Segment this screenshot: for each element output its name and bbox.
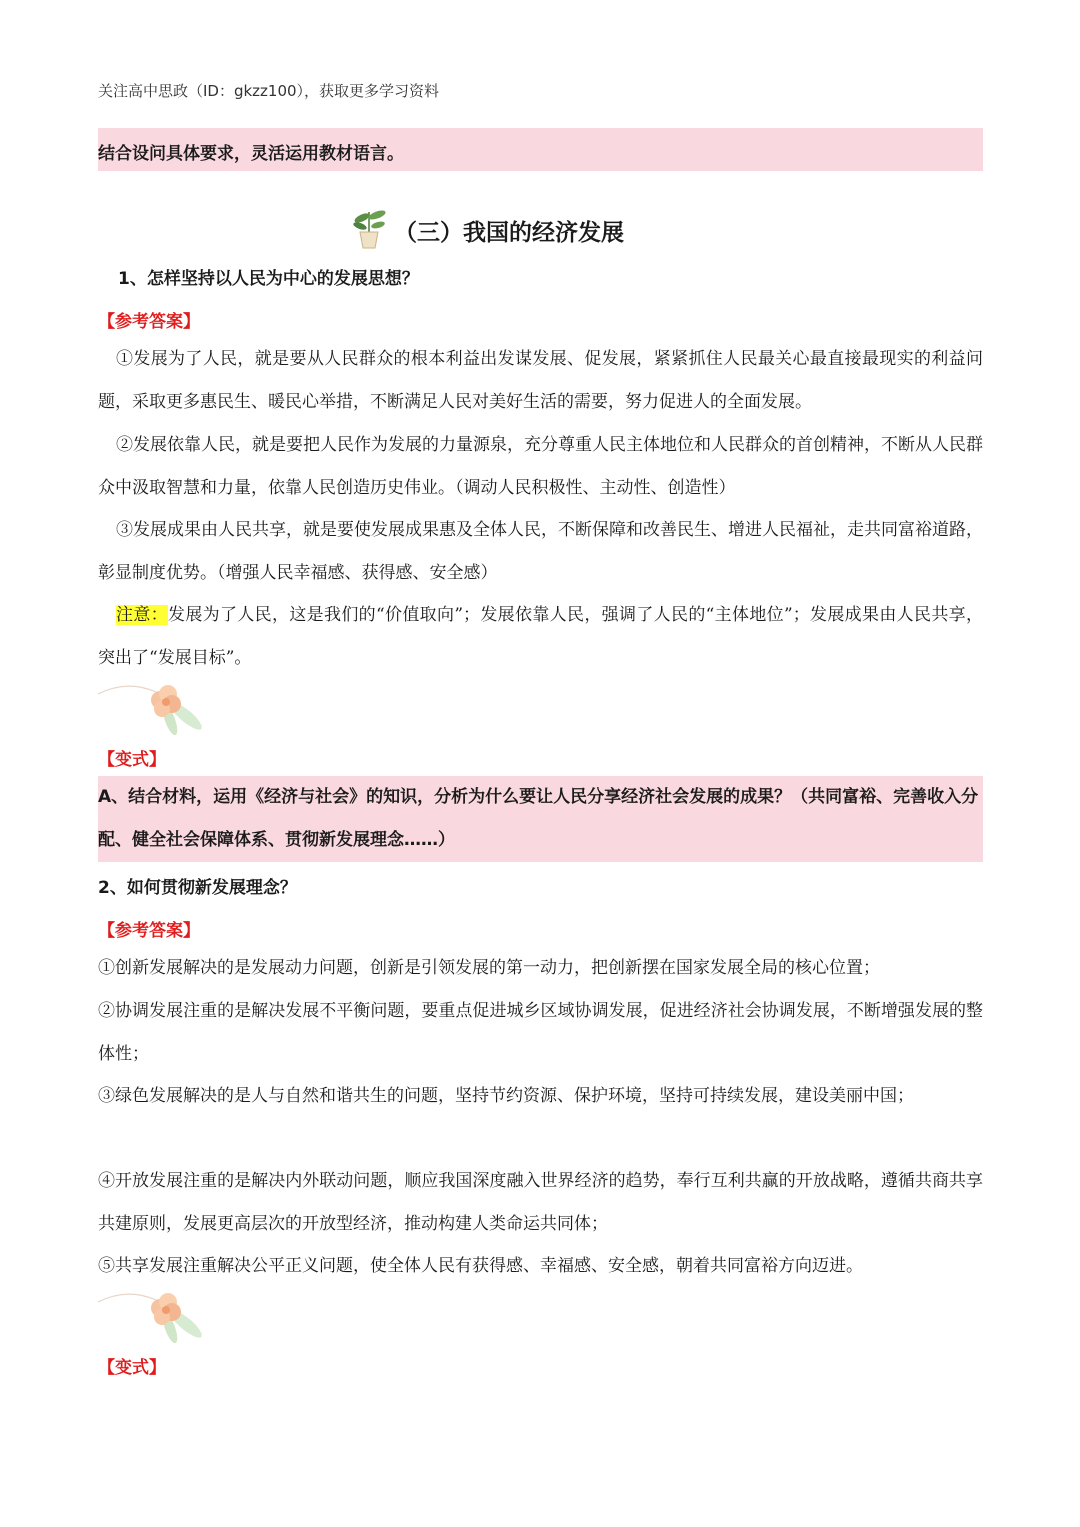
- variant-box: [98, 776, 983, 862]
- question-1-title: 1、怎样坚持以人民为中心的发展思想？: [118, 269, 419, 289]
- reference-answer-label: 【参考答案】: [98, 312, 200, 332]
- flower-decoration-icon: [98, 676, 208, 740]
- variant-label-2: 【变式】: [98, 1358, 166, 1378]
- flower-decoration-icon-2: [98, 1284, 208, 1348]
- header-note: 关注高中思政（ID：gkzz100），获取更多学习资料: [98, 82, 440, 100]
- answer2-paragraph-2: ②协调发展注重的是解决发展不平衡问题，要重点促进城乡区域协调发展，促进经济社会协调发展，不断增强发展的整体性；: [98, 1001, 983, 1064]
- answer-paragraph-3: ③发展成果由人民共享，就是要使发展成果惠及全体人民，不断保障和改善民生、增进人民福祉，走共同富裕道路，彰显制度优势。（增强人民幸福感、获得感、安全感）: [98, 520, 983, 583]
- answer2-paragraph-5: ⑤共享发展注重解决公平正义问题，使全体人民有获得感、幸福感、安全感，朝着共同富裕方向迈进。: [98, 1256, 863, 1276]
- note-label: 注意：: [116, 605, 168, 625]
- note-paragraph: [98, 594, 983, 680]
- answer2-paragraph-4: ④开放发展注重的是解决内外联动问题，顺应我国深度融入世界经济的趋势，奉行互利共赢的开放战略，遵循共商共享共建原则，发展更高层次的开放型经济，推动构建人类命运共同体；: [98, 1171, 983, 1234]
- variant-question: A、结合材料，运用《经济与社会》的知识，分析为什么要让人民分享经济社会发展的成果？（共同富裕、完善收入分配、健全社会保障体系、贯彻新发展理念……）: [98, 787, 979, 850]
- answer-paragraph-1: ①发展为了人民，就是要从人民群众的根本利益出发谋发展、促发展，紧紧抓住人民最关心最直接最现实的利益问题，采取更多惠民生、暖民心举措，不断满足人民对美好生活的需要，努力促进人的全面发展。: [98, 349, 983, 412]
- answer2-paragraph-1: ①创新发展解决的是发展动力问题，创新是引领发展的第一动力，把创新摆在国家发展全局的核心位置；: [98, 958, 880, 978]
- tip-box: [98, 128, 983, 171]
- note-text: 发展为了人民，这是我们的“价值取向”；发展依靠人民，强调了人民的“主体地位”；发展成果由人民共享，突出了“发展目标”。: [98, 605, 984, 668]
- reference-answer-label-2: 【参考答案】: [98, 921, 200, 941]
- plant-pot-icon: [348, 206, 390, 254]
- question-2-title: 2、如何贯彻新发展理念？: [98, 878, 297, 898]
- variant-label: 【变式】: [98, 750, 166, 770]
- answer2-paragraph-3: ③绿色发展解决的是人与自然和谐共生的问题，坚持节约资源、保护环境，坚持可持续发展，建设美丽中国；: [98, 1086, 914, 1106]
- tip-text: 结合设问具体要求，灵活运用教材语言。: [98, 144, 404, 164]
- answer-paragraph-2: ②发展依靠人民，就是要把人民作为发展的力量源泉，充分尊重人民主体地位和人民群众的首创精神，不断从人民群众中汲取智慧和力量，依靠人民创造历史伟业。（调动人民积极性、主动性、创造性）: [98, 435, 983, 498]
- section-title: [348, 205, 624, 255]
- section-heading: （三）我国的经济发展: [394, 219, 624, 246]
